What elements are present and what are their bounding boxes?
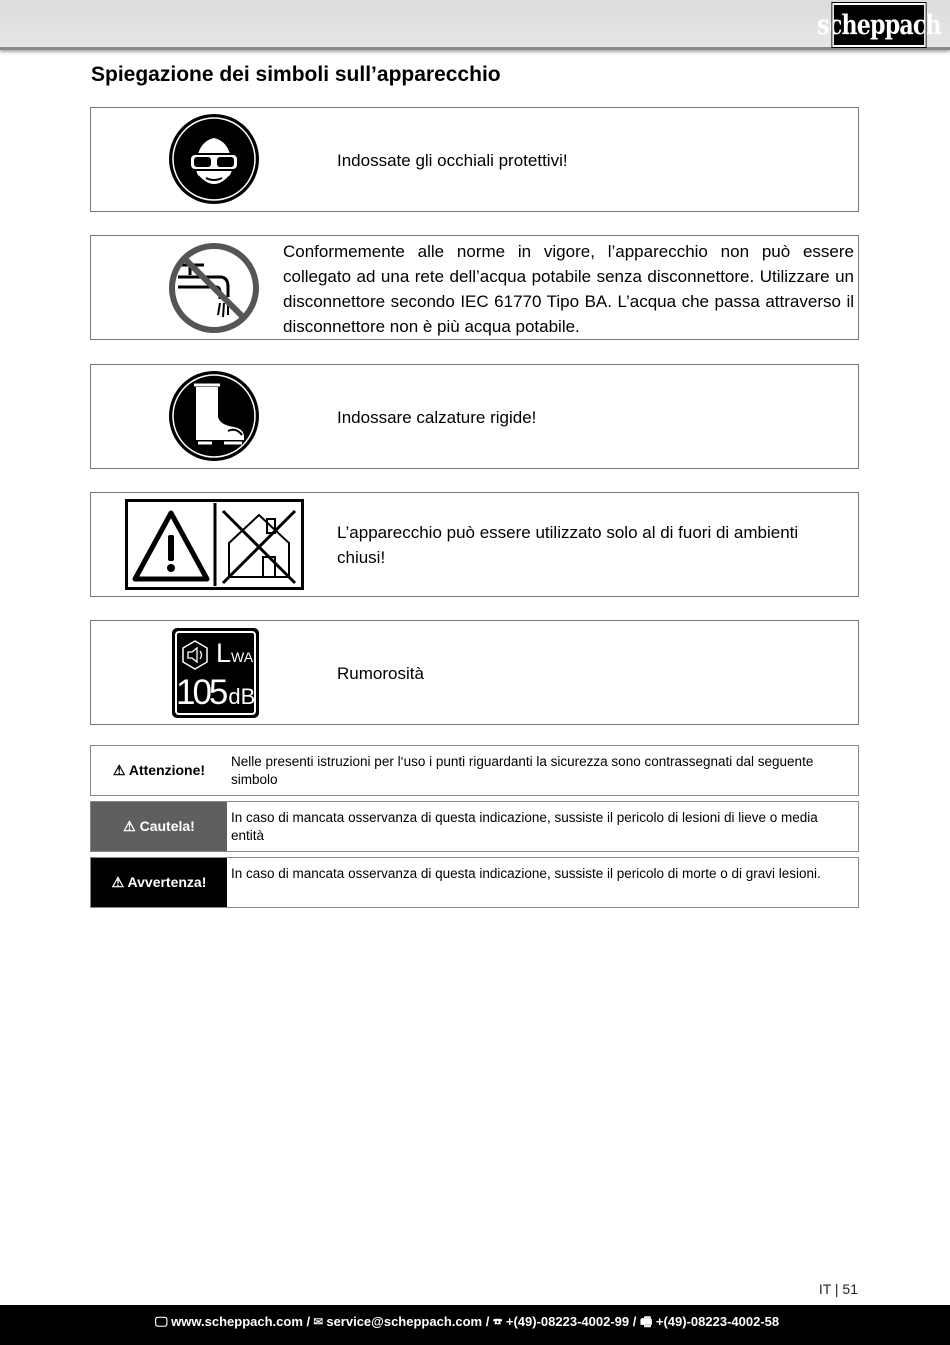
symbol-text: Indossate gli occhiali protettivi! <box>337 151 568 170</box>
lwa-label: L <box>216 638 232 668</box>
symbol-text: Rumorosità <box>337 664 424 683</box>
fax-icon: 🖷 <box>639 1314 656 1329</box>
symbol-text: Indossare calzature rigide! <box>337 408 537 427</box>
warning-label: ⚠ Avvertenza! <box>91 858 227 907</box>
symbol-text: Conformemente alle norme in vigore, l’apparecchio non può essere collegato ad una rete dell’acqua potabile senza disconnettore. Utilizzare un disconnettore secondo IEC 61770 Tipo BA. L’acqua che passa attraverso il disconnettore non è più acqua potabile. <box>283 242 854 336</box>
symbol-row-goggles <box>90 107 859 212</box>
db-unit: dB <box>228 684 256 709</box>
warning-label: ⚠ Attenzione! <box>112 762 206 778</box>
symbol-row-noise <box>90 620 859 725</box>
page-number: IT | 51 <box>818 1281 858 1297</box>
scheppach-logo <box>817 3 941 47</box>
speaker-icon <box>180 640 210 670</box>
warning-label: ⚠ Cautela! <box>91 802 227 851</box>
warning-row-attenzione <box>90 745 859 796</box>
mail-icon: ✉ <box>313 1314 327 1329</box>
symbol-row-boots <box>90 364 859 469</box>
footer-fax: +(49)-08223-4002-58 <box>655 1314 780 1329</box>
globe-icon: 🖵 <box>155 1314 172 1329</box>
header-band <box>0 0 950 50</box>
phone-icon: ☎ <box>492 1314 506 1329</box>
footer-website-link[interactable]: www.scheppach.com <box>171 1314 303 1329</box>
warning-text: In caso di mancata osservanza di questa indicazione, sussiste il pericolo di morte o di gravi lesioni. <box>231 866 821 881</box>
lwa-subscript: WA <box>231 649 254 665</box>
warning-text: In caso di mancata osservanza di questa indicazione, sussiste il pericolo di lesioni di lieve o media entità <box>231 810 818 843</box>
symbol-text: L’apparecchio può essere utilizzato solo al di fuori di ambienti chiusi! <box>337 523 799 567</box>
sound-power-level-icon <box>172 628 259 718</box>
warning-text: Nelle presenti istruzioni per l‘uso i punti riguardanti la sicurezza sono contrassegnati dal seguente simbolo <box>231 754 814 787</box>
logo-text: scheppach <box>817 9 941 41</box>
goggles-mandatory-icon <box>168 112 260 206</box>
warning-row-avvertenza <box>90 857 859 908</box>
warning-row-cautela <box>90 801 859 852</box>
safety-boots-mandatory-icon <box>168 369 260 463</box>
no-drinking-water-connection-icon <box>168 241 260 335</box>
page-title: Spiegazione dei simboli sull’apparecchio <box>91 63 501 86</box>
db-value: 105 <box>176 673 226 712</box>
footer-contacts: 🖵 www.scheppach.com / ✉ service@scheppach.com / ☎ +(49)-08223-4002-99 / 🖷 +(49)-08223-4002-58 <box>155 1314 780 1329</box>
outdoor-use-only-icon <box>125 499 304 590</box>
footer-phone: +(49)-08223-4002-99 <box>505 1314 630 1329</box>
symbol-row-water <box>90 235 859 340</box>
symbol-row-outdoor <box>90 492 859 597</box>
footer-email-link[interactable]: service@scheppach.com <box>326 1314 483 1329</box>
footer-bar <box>0 1305 950 1345</box>
